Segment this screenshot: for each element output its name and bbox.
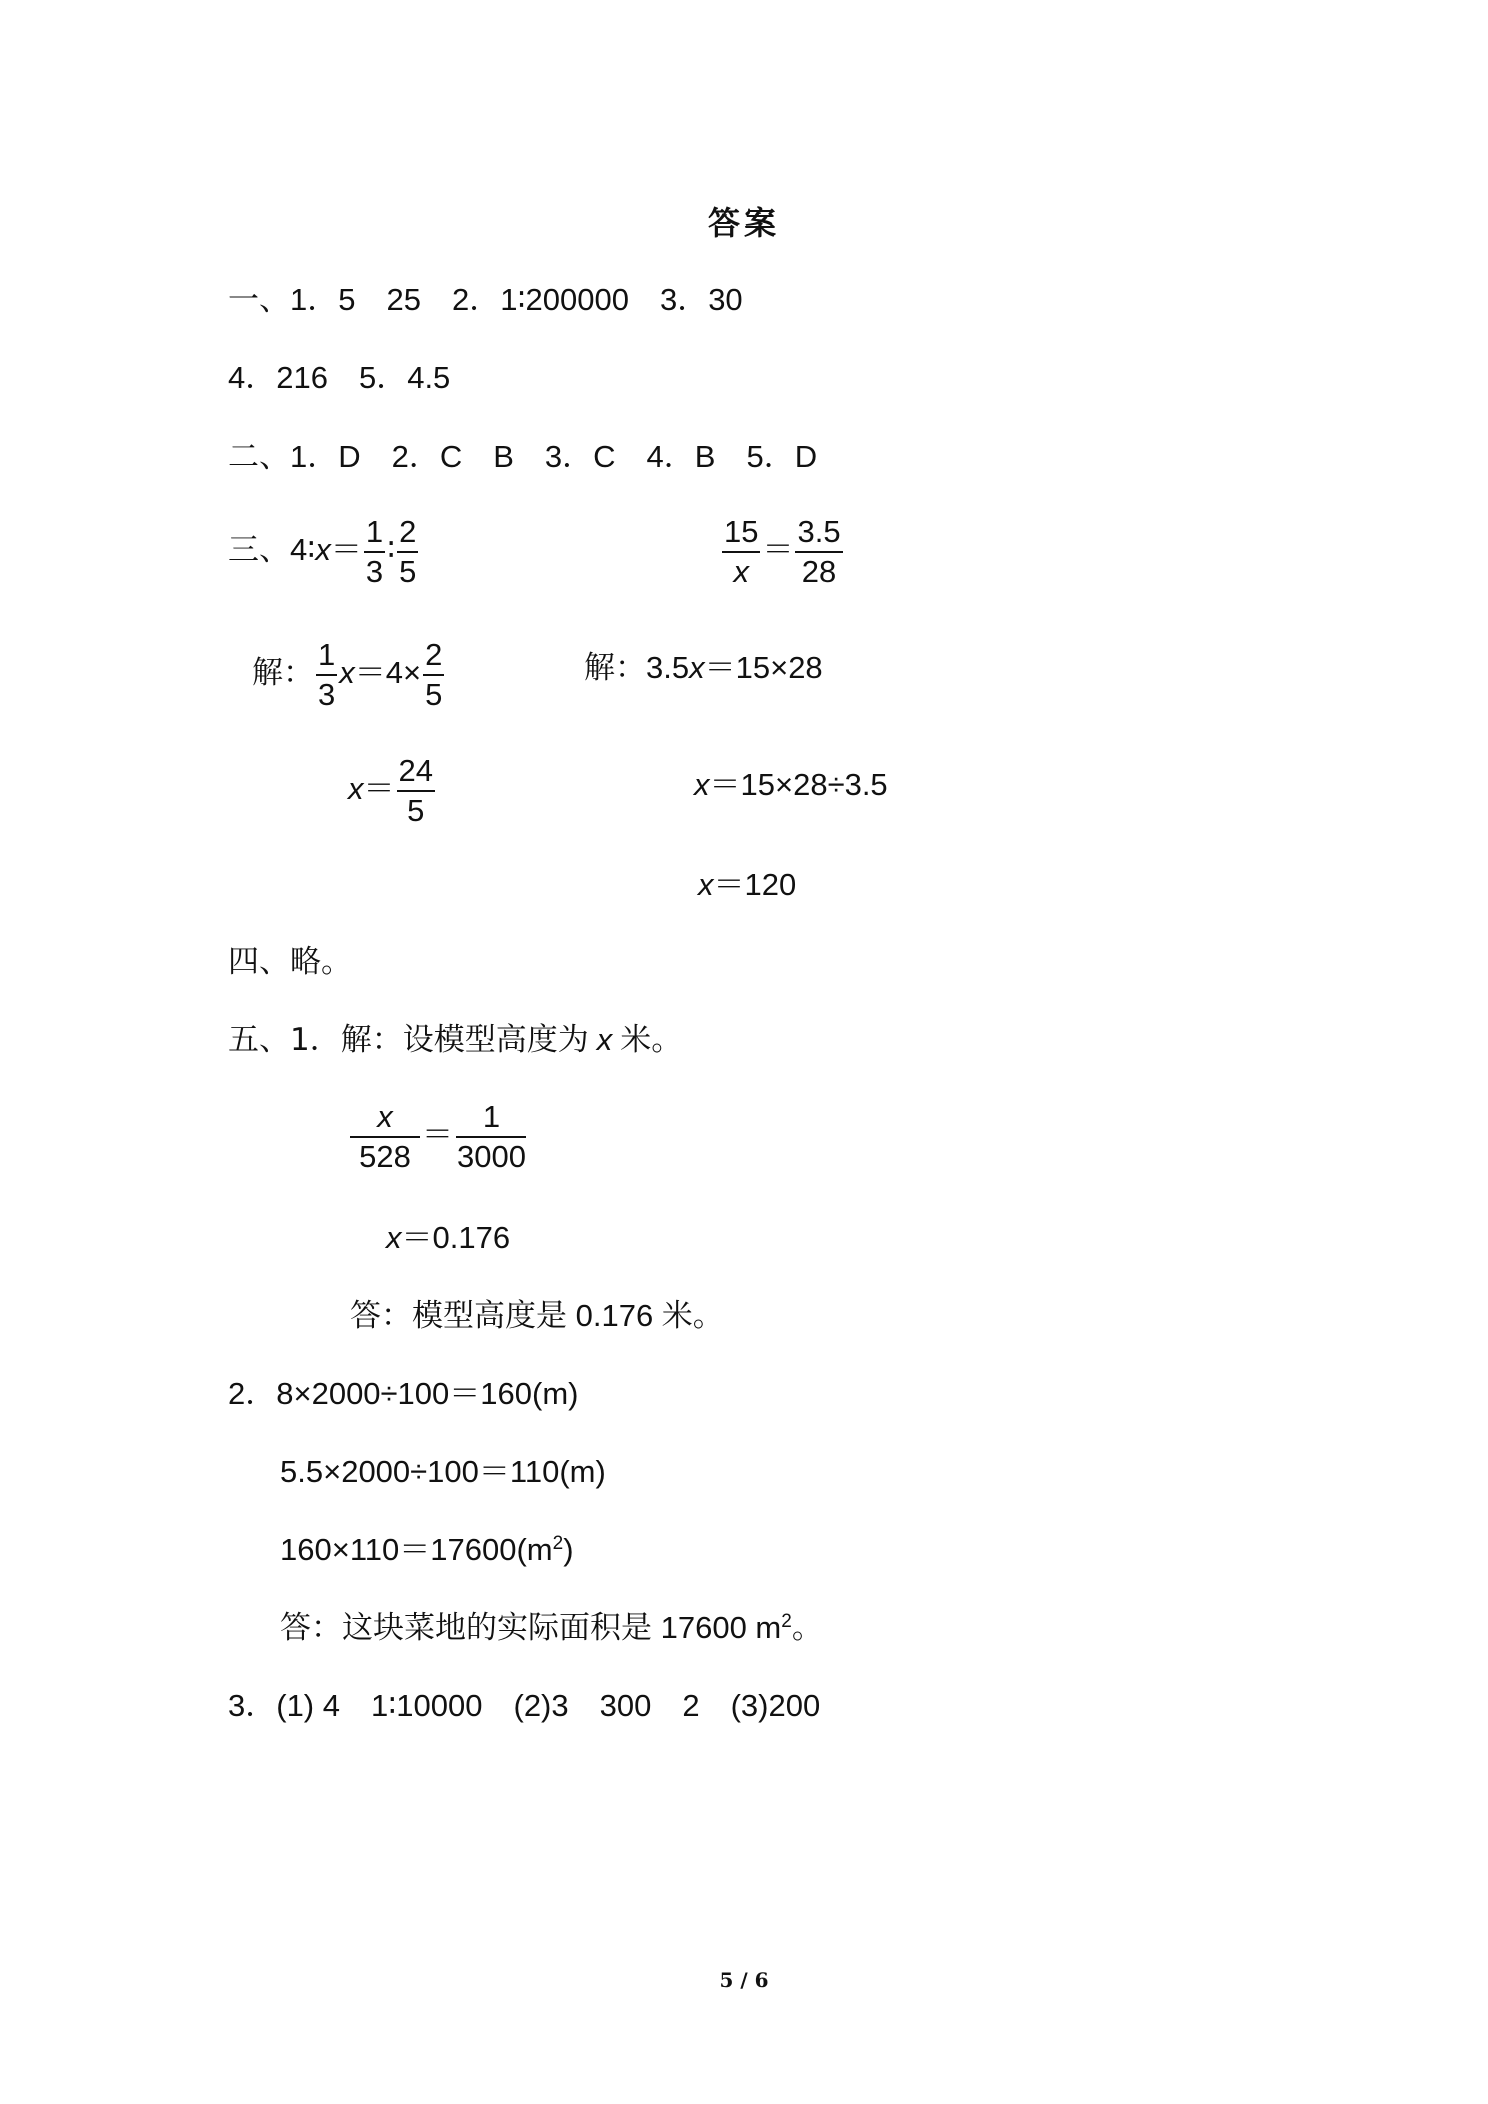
section3-right-solution-step2 — [694, 765, 888, 805]
fraction-3-5-over-28: $\frac{3.5}{28}$ — [797, 514, 841, 589]
equation-rest: ＝15×28÷3.5 — [709, 767, 888, 802]
equals-sign: ＝ — [762, 532, 794, 568]
solution-label: 解： — [252, 655, 314, 692]
equation-rest: ＝4× — [354, 655, 422, 691]
section5-q1-result — [386, 1218, 510, 1258]
superscript: 2 — [552, 1533, 564, 1554]
solution-label: 解： — [584, 650, 646, 686]
equation-rest: ＝0.176 — [401, 1220, 511, 1255]
area-calc: 160×110＝17600(m — [280, 1532, 553, 1567]
section5-q2-line1: 2．8×2000÷100＝160(m) — [228, 1376, 579, 1411]
section3-prefix: 三、 — [228, 532, 290, 569]
equals-sign: ＝ — [330, 532, 362, 568]
fraction-one-third: $\frac{1}{3}$ — [365, 514, 384, 589]
fraction-24-fifths: $\frac{24}{5}$ — [398, 753, 433, 828]
fraction-15-over-x: $\frac{15}{x}$ — [724, 514, 759, 589]
section1-line1 — [228, 280, 743, 320]
variable-x: x — [689, 650, 705, 685]
section3-right-solution-step1 — [584, 648, 823, 688]
closing-paren: ) — [563, 1532, 574, 1567]
q1-intro-text: 五、1．解：设模型高度为 — [228, 1022, 589, 1058]
equals-sign: ＝ — [363, 771, 395, 807]
section5-q1-proportion — [348, 1098, 530, 1176]
section5-q1-answer: 答：模型高度是 0.176 米。 — [350, 1298, 724, 1333]
section5-q2-line3 — [280, 1530, 574, 1570]
period: 。 — [791, 1610, 823, 1645]
fraction-two-fifths: $\frac{2}{5}$ — [399, 514, 417, 589]
section3-right-solution-step3 — [698, 865, 796, 905]
q2-answer-text: 答：这块菜地的实际面积是 17600 m — [280, 1610, 782, 1645]
section5-q1-intro — [228, 1020, 682, 1060]
coefficient: 3.5 — [646, 650, 690, 685]
variable-x: x — [386, 1220, 402, 1255]
variable-x: x — [694, 767, 710, 802]
fraction-1-over-3000: $\frac{1}{3000}$ — [457, 1099, 526, 1174]
superscript: 2 — [781, 1611, 792, 1632]
section5-q2-line2: 5.5×2000÷100＝110(m) — [280, 1454, 606, 1489]
equation-rest: ＝120 — [713, 867, 797, 902]
fraction-two-fifths: $\frac{2}{5}$ — [425, 637, 443, 712]
variable-x: x — [315, 532, 331, 568]
section3-left-solution-step2 — [348, 752, 437, 830]
ratio-colon: ∶ — [387, 532, 396, 568]
variable-x: x — [596, 1022, 613, 1057]
variable-x: x — [348, 771, 364, 807]
section1-prefix: 一、 — [228, 282, 290, 318]
section2-prefix: 二、 — [228, 439, 290, 475]
section5-q2-answer — [280, 1608, 823, 1648]
fraction-one-third: $\frac{1}{3}$ — [318, 637, 336, 712]
section5-q3-line: 3．(1) 4 1∶10000 (2)3 300 2 (3)200 — [228, 1688, 821, 1723]
page-number: 5 / 6 — [719, 1968, 769, 1992]
section3-left-solution-step1 — [252, 636, 446, 714]
equation-rest: ＝15×28 — [704, 650, 823, 685]
equals-sign: ＝ — [422, 1117, 453, 1153]
ratio-term: 4∶ — [290, 532, 316, 568]
section4-line: 四、略。 — [228, 944, 352, 979]
page-title: 答案 — [707, 204, 780, 242]
section2-answers: 1．D 2．C B 3．C 4．B 5．D — [290, 439, 818, 474]
variable-x: x — [698, 867, 714, 902]
q1-intro-tail: 米。 — [620, 1022, 683, 1058]
variable-x: x — [339, 655, 355, 691]
section2-line — [228, 437, 817, 477]
section3-left-equation — [228, 513, 420, 591]
section3-right-equation — [720, 513, 845, 591]
fraction-x-over-528: $\frac{x}{528}$ — [350, 1098, 420, 1176]
section1-line2: 4．216 5．4.5 — [228, 360, 451, 395]
section1-answers-a: 1．5 25 2．1∶200000 3．30 — [290, 282, 743, 317]
